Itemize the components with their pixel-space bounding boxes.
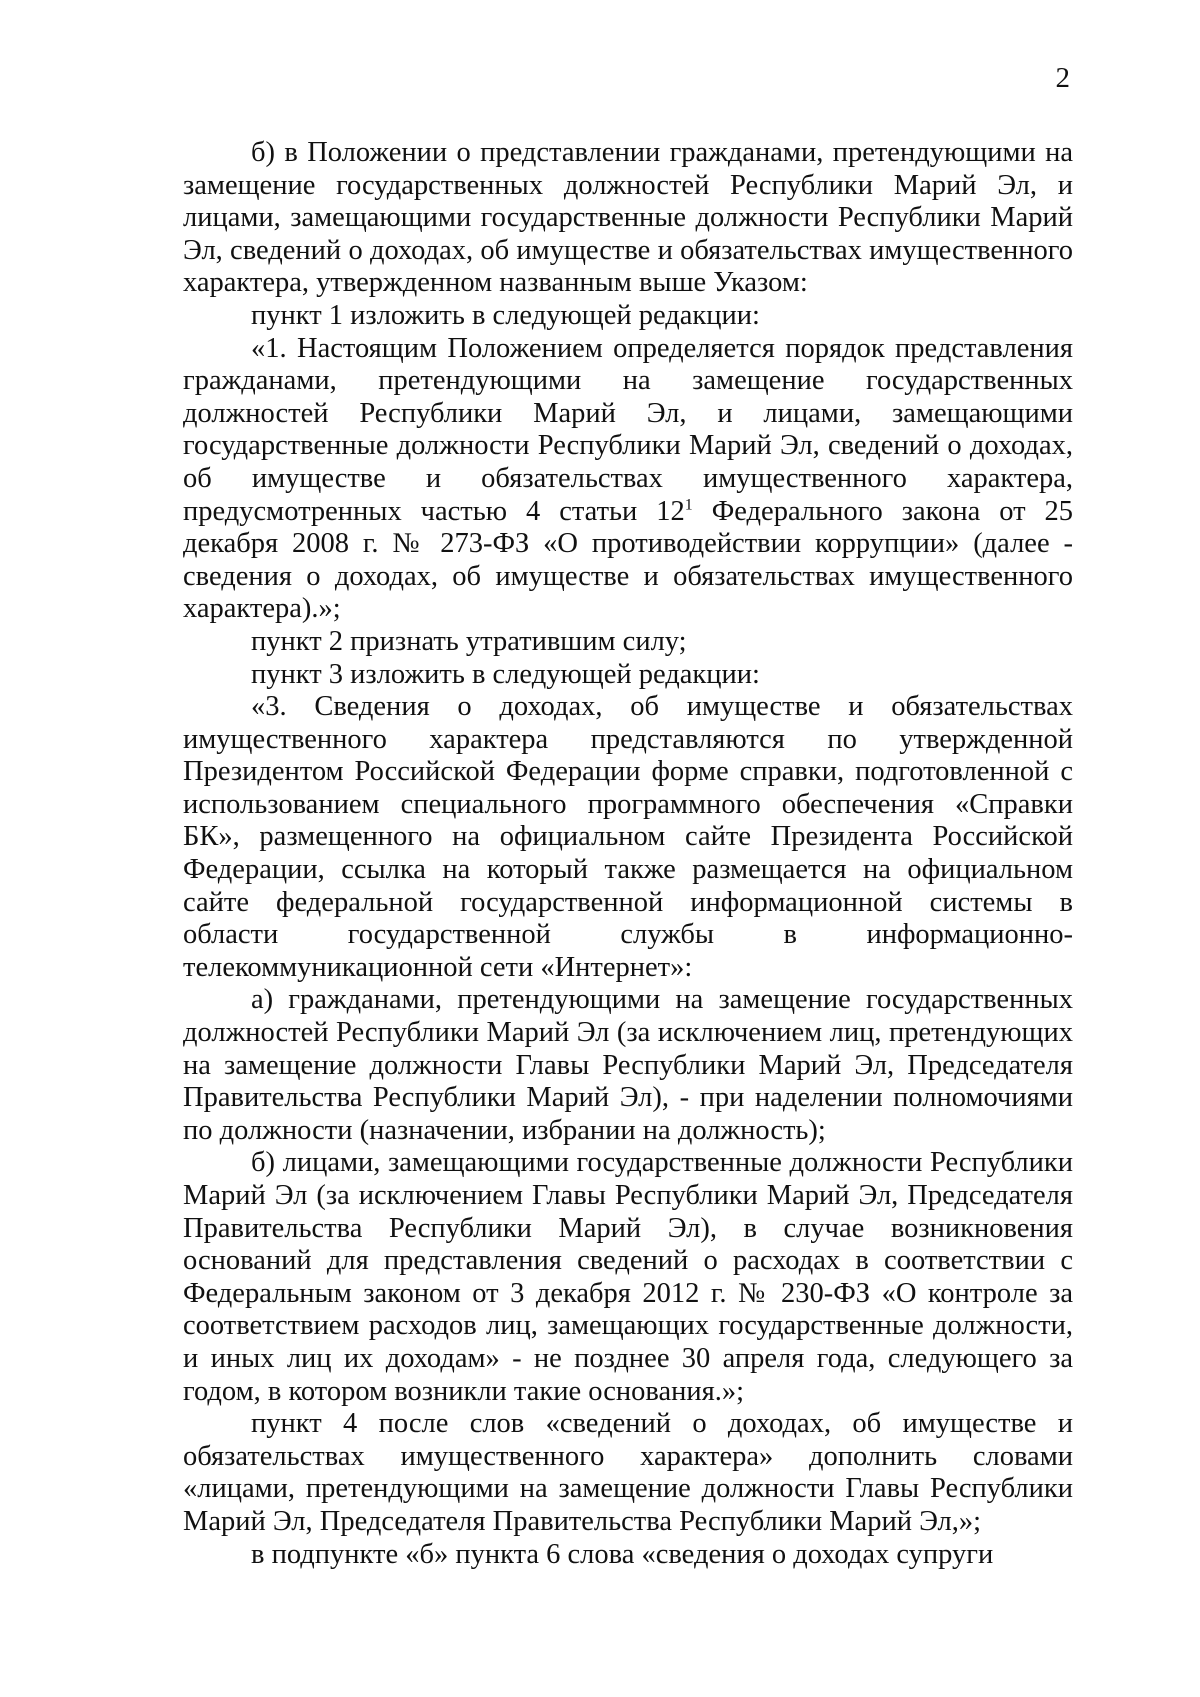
paragraph-item-3-text: «3. Сведения о доходах, об имуществе и обязательствах имущественного характера представляются по утвержденной Президентом Российской Федерации форме справки, подготовленной с использованием специального программного обеспечения «Справки БК», размещенного на официальном сайте Президента Российской Федерации, ссылка на который также размещается на официальном сайте федеральной государственной информационной системы в области государственной службы в информационно-телекоммуникационной сети «Интернет»: [183, 691, 1073, 983]
document-body [183, 137, 1073, 1571]
paragraph-item-4: пункт 4 после слов «сведений о доходах, об имуществе и обязательствах имущественного характера» дополнить словами «лицами, претендующими на замещение должности Главы Республики Марий Эл, Председателя Правительства Республики Марий Эл,»; [183, 1408, 1073, 1537]
article-superscript: 1 [684, 496, 693, 514]
paragraph-item-1-text [183, 333, 1073, 626]
paragraph-item-1-heading: пункт 1 изложить в следующей редакции: [251, 299, 760, 331]
paragraph-item-2: пункт 2 признать утратившим силу; [251, 625, 687, 657]
paragraph-item-1-text-part-2: Федерального закона от 25 декабря 2008 г. № 273-ФЗ «О противодействии коррупции» (далее - сведения о доходах, об имуществе и обязательствах имущественного характера).»; [183, 495, 1074, 625]
page-number: 2 [1055, 62, 1070, 94]
paragraph-item-3-heading: пункт 3 изложить в следующей редакции: [251, 658, 760, 690]
paragraph-b-intro: б) в Положении о представлении гражданами, претендующими на замещение государственных должностей Республики Марий Эл, и лицами, замещающими государственные должности Республики Марий Эл, сведений о доходах, об имуществе и обязательствах имущественного характера, утвержденном названным выше Указом: [183, 137, 1073, 299]
paragraph-item-3-b: б) лицами, замещающими государственные должности Республики Марий Эл (за исключением Главы Республики Марий Эл, Председателя Правительства Республики Марий Эл), в случае возникновения оснований для представления сведений о расходах в соответствии с Федеральным законом от 3 декабря 2012 г. № 230-ФЗ «О контроле за соответствием расходов лиц, замещающих государственные должности, и иных лиц их доходам» - не позднее 30 апреля года, следующего за годом, в котором возникли такие основания.»; [183, 1147, 1073, 1407]
paragraph-item-3-a: а) гражданами, претендующими на замещение государственных должностей Республики Марий Эл (за исключением лиц, претендующих на замещение должности Главы Республики Марий Эл, Председателя Правительства Республики Марий Эл), - при наделении полномочиями по должности (назначении, избрании на должность); [183, 984, 1073, 1146]
paragraph-item-6-b: в подпункте «б» пункта 6 слова «сведения о доходах супруги [251, 1538, 994, 1570]
paragraph-item-1-text-part-1: «1. Настоящим Положением определяется порядок представления гражданами, претендующими на замещение государственных должностей Республики Марий Эл, и лицами, замещающими государственные должности Республики Марий Эл, сведений о доходах, об имуществе и обязательствах имущественного характера, предусмотренных частью 4 статьи 12 [183, 332, 1073, 527]
